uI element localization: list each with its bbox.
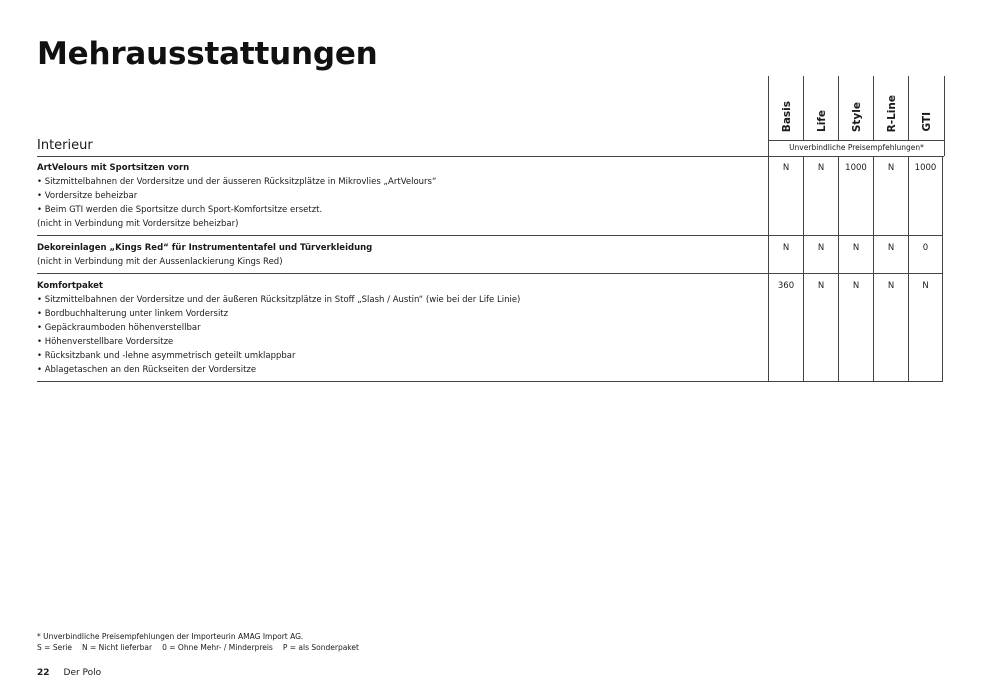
column-label: R-Line <box>885 94 898 132</box>
value-basis: N <box>768 236 803 273</box>
document-label: Der Polo <box>63 668 102 678</box>
value-r-line: N <box>873 156 908 235</box>
column-label: Basis <box>780 100 793 132</box>
table-row <box>37 236 943 274</box>
value-r-line: N <box>873 236 908 273</box>
table-row <box>37 274 943 382</box>
row-description <box>37 156 768 235</box>
column-header-r-line <box>873 76 909 140</box>
value-life: N <box>803 274 838 381</box>
value-life: N <box>803 156 838 235</box>
row-description <box>37 274 768 381</box>
row-line: (nicht in Verbindung mit der Aussenlackierung Kings Red) <box>37 257 283 267</box>
row-line: • Rücksitzbank und -lehne asymmetrisch geteilt umklappbar <box>37 351 296 361</box>
row-line: • Sitzmittelbahnen der Vordersitze und der äußeren Rücksitzplätze in Stoff „Slash / Austin“ (wie bei der Life Linie) <box>37 295 521 305</box>
value-style: N <box>838 236 873 273</box>
page-number: 22 <box>37 668 50 678</box>
section-title: Interieur <box>37 138 93 153</box>
price-recommendation-label: Unverbindliche Preisempfehlungen* <box>768 140 945 156</box>
legend-item: 0 = Ohne Mehr- / Minderpreis <box>162 643 273 652</box>
row-heading: Komfortpaket <box>37 281 103 291</box>
value-gti: 0 <box>908 236 943 273</box>
page-title: Mehrausstattungen <box>37 36 378 72</box>
value-basis: N <box>768 156 803 235</box>
row-line: • Höhenverstellbare Vordersitze <box>37 337 174 347</box>
row-line: • Bordbuchhalterung unter linkem Vordersitz <box>37 309 229 319</box>
column-header-life <box>803 76 839 140</box>
row-line: (nicht in Verbindung mit Vordersitze beheizbar) <box>37 219 239 229</box>
page-footer <box>37 668 101 678</box>
value-r-line: N <box>873 274 908 381</box>
value-basis: 360 <box>768 274 803 381</box>
legend-item: S = Serie <box>37 643 72 652</box>
legend-item: P = als Sonderpaket <box>282 643 359 652</box>
row-line: • Gepäckraumboden höhenverstellbar <box>37 323 201 333</box>
footnote-text: * Unverbindliche Preisempfehlungen der Importeurin AMAG Import AG. <box>37 632 304 641</box>
value-life: N <box>803 236 838 273</box>
value-gti: 1000 <box>908 156 943 235</box>
column-label: Life <box>815 110 828 132</box>
row-heading: ArtVelours mit Sportsitzen vorn <box>37 163 190 173</box>
value-gti: N <box>908 274 943 381</box>
column-label: GTI <box>920 112 933 132</box>
value-style: 1000 <box>838 156 873 235</box>
footnote <box>37 631 359 653</box>
column-header-basis <box>768 76 804 140</box>
row-line: • Ablagetaschen an den Rückseiten der Vordersitze <box>37 365 257 375</box>
column-header-style <box>838 76 874 140</box>
row-line: • Beim GTI werden die Sportsitze durch Sport-Komfortsitze ersetzt. <box>37 205 323 215</box>
value-style: N <box>838 274 873 381</box>
column-label: Style <box>850 101 863 132</box>
row-heading: Dekoreinlagen „Kings Red“ für Instrumententafel und Türverkleidung <box>37 243 373 253</box>
row-description <box>37 236 768 273</box>
legend-item: N = Nicht lieferbar <box>81 643 153 652</box>
row-line: • Sitzmittelbahnen der Vordersitze und der äusseren Rücksitzplätze in Mikrovlies „ArtVelours“ <box>37 177 437 187</box>
row-line: • Vordersitze beheizbar <box>37 191 138 201</box>
table-row <box>37 156 943 236</box>
legend <box>37 642 359 653</box>
column-header-gti <box>908 76 945 140</box>
equipment-table <box>37 156 943 382</box>
